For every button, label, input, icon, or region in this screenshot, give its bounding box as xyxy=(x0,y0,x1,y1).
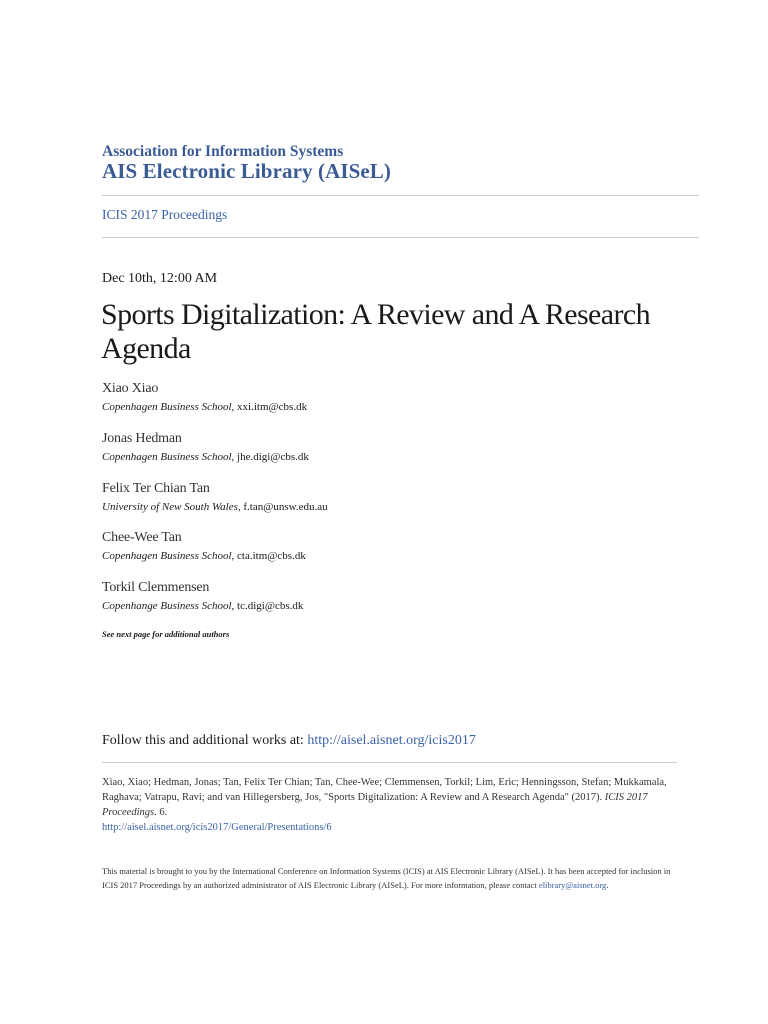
divider xyxy=(102,237,699,238)
see-next-page-note: See next page for additional authors xyxy=(102,629,230,639)
citation-number: . 6. xyxy=(154,807,168,818)
divider xyxy=(102,195,699,196)
affiliation-name: Copenhagen Business School xyxy=(102,550,232,562)
author-email: cta.itm@cbs.dk xyxy=(237,550,306,562)
affiliation-name: Copenhagen Business School xyxy=(102,401,232,413)
author-email: xxi.itm@cbs.dk xyxy=(237,401,308,413)
collection-url-link[interactable]: http://aisel.aisnet.org/icis2017 xyxy=(307,733,476,748)
association-name: Association for Information Systems xyxy=(102,143,344,160)
citation-url-link[interactable]: http://aisel.aisnet.org/icis2017/General/Presentations/6 xyxy=(102,822,332,833)
author-name: Torkil Clemmensen xyxy=(102,580,210,595)
author-name: Felix Ter Chian Tan xyxy=(102,481,210,496)
author-entry xyxy=(102,579,662,613)
author-entry xyxy=(102,430,662,464)
author-affiliation: University of New South Wales, f.tan@unsw.edu.au xyxy=(102,501,328,513)
paper-title: Sports Digitalization: A Review and A Research Agenda xyxy=(101,298,650,365)
library-name[interactable]: AIS Electronic Library (AISeL) xyxy=(102,159,392,183)
author-affiliation: Copenhagen Business School, cta.itm@cbs.dk xyxy=(102,550,306,562)
author-email: tc.digi@cbs.dk xyxy=(237,600,304,612)
author-name: Jonas Hedman xyxy=(102,431,182,446)
follow-text: Follow this and additional works at: xyxy=(102,733,308,748)
contact-email-link[interactable]: elibrary@aisnet.org xyxy=(538,880,607,890)
citation-text: Xiao, Xiao; Hedman, Jonas; Tan, Felix Ter Chian; Tan, Chee-Wee; Clemmensen, Torkil; Lim, Eric; Henningsson, Stefan; Mukkamala, Raghava; Vatrapu, Ravi; and van Hillegersberg, Jos, "Sports Digitalization: A Review and A Research Agenda" (2017). xyxy=(102,777,667,803)
footer-note xyxy=(102,864,677,892)
author-affiliation: Copenhagen Business School, jhe.digi@cbs.dk xyxy=(102,451,309,463)
author-name: Xiao Xiao xyxy=(102,381,159,396)
author-affiliation: Copenhagen Business School, xxi.itm@cbs.dk xyxy=(102,401,308,413)
divider xyxy=(102,762,677,763)
author-email: jhe.digi@cbs.dk xyxy=(237,451,309,463)
affiliation-name: Copenhange Business School xyxy=(102,600,232,612)
author-affiliation: Copenhange Business School, tc.digi@cbs.dk xyxy=(102,600,304,612)
citation-proceedings: ICIS 2017 Proceedings xyxy=(102,792,648,818)
author-entry xyxy=(102,529,662,563)
publication-date: Dec 10th, 12:00 AM xyxy=(102,271,218,286)
author-entry xyxy=(102,480,662,514)
collection-link[interactable]: ICIS 2017 Proceedings xyxy=(102,207,228,222)
affiliation-name: Copenhagen Business School xyxy=(102,451,232,463)
footer-end: . xyxy=(606,880,609,890)
follow-line xyxy=(102,733,476,749)
recommended-citation xyxy=(102,775,677,835)
author-email: f.tan@unsw.edu.au xyxy=(243,501,328,513)
affiliation-name: University of New South Wales xyxy=(102,501,238,513)
author-entry xyxy=(102,380,662,414)
author-name: Chee-Wee Tan xyxy=(102,530,182,545)
footer-text: This material is brought to you by the International Conference on Information Systems (ICIS) at AIS Electronic Library (AISeL). It has been accepted for inclusion in ICIS 2017 Proceedings by an authorized administrator of AIS Electronic Library (AISeL). For more information, please contact xyxy=(102,866,671,890)
